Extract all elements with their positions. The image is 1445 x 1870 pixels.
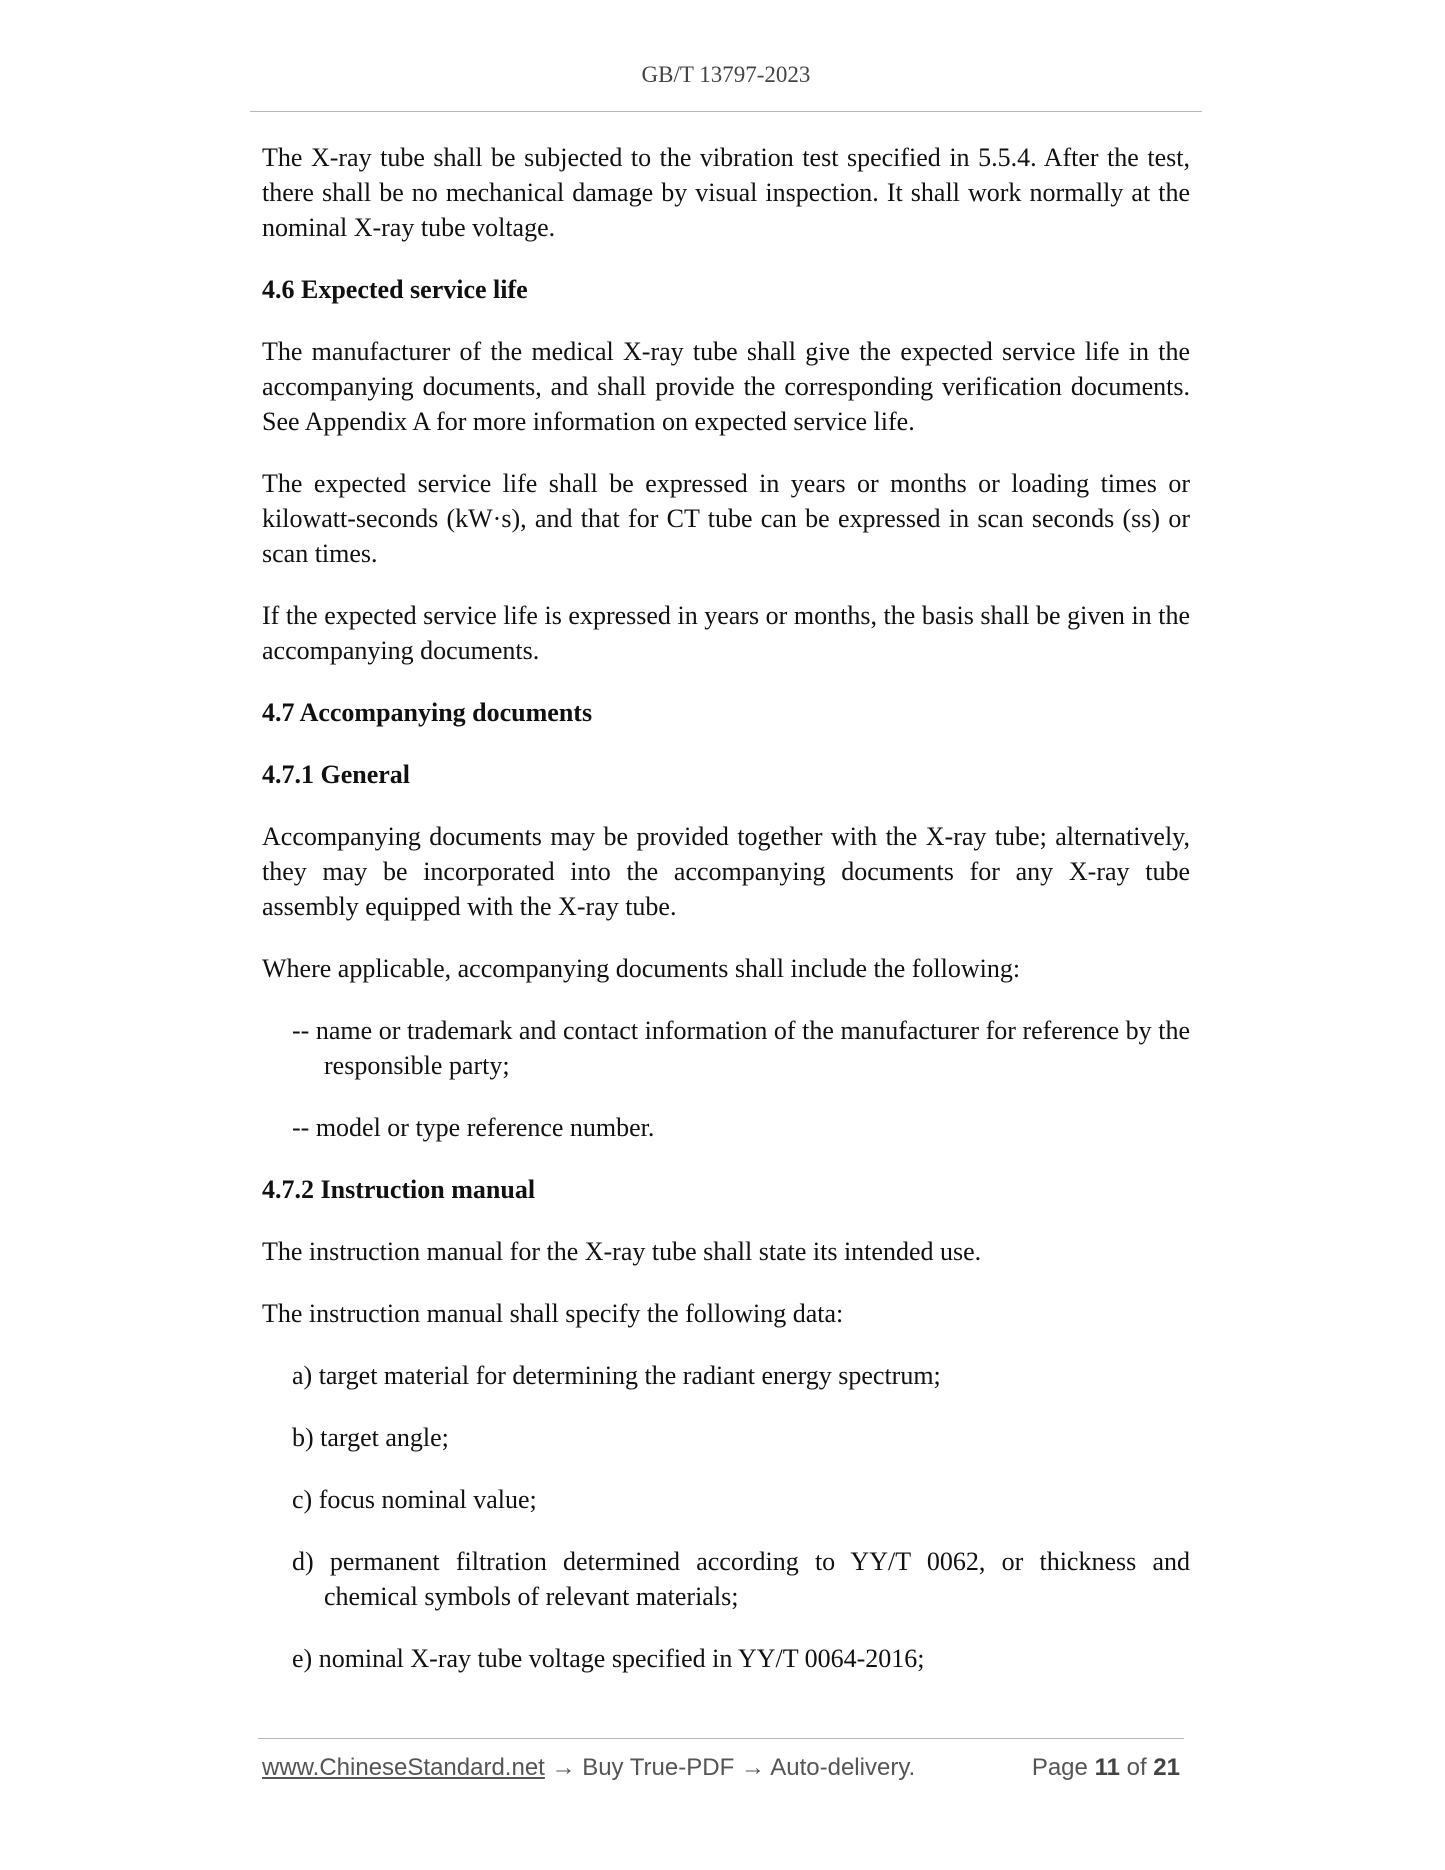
- page-label: Page: [1031, 1754, 1088, 1781]
- list-item: e) nominal X-ray tube voltage specified in YY/T 0064-2016;: [292, 1644, 925, 1673]
- dash-list-item: -- name or trademark and contact information of the manufacturer for reference by the responsible party;: [292, 1016, 1190, 1080]
- dash-list-item: -- model or type reference number.: [292, 1113, 655, 1142]
- header-divider: [250, 111, 1202, 112]
- of-label: of: [1126, 1754, 1147, 1781]
- paragraph: Where applicable, accompanying documents shall include the following:: [262, 954, 1021, 983]
- section-heading-4-6: 4.6 Expected service life: [262, 275, 528, 304]
- list-item: a) target material for determining the radiant energy spectrum;: [292, 1361, 941, 1390]
- buy-true-pdf-link[interactable]: Buy True-PDF: [582, 1754, 735, 1781]
- paragraph: The instruction manual shall specify the following data:: [262, 1299, 844, 1328]
- paragraph: Accompanying documents may be provided together with the X-ray tube; alternatively, they may be incorporated into the accompanying documents for any X-ray tube assembly equipped with the X-ray tube.: [262, 822, 1190, 921]
- paragraph: The instruction manual for the X-ray tube shall state its intended use.: [262, 1237, 982, 1266]
- arrow-right-icon: →: [551, 1754, 576, 1781]
- page-total: 21: [1153, 1754, 1180, 1781]
- arrow-right-icon: →: [740, 1754, 765, 1781]
- page-header: GB/T 13797-2023: [641, 62, 811, 87]
- website-link[interactable]: www.ChineseStandard.net: [262, 1754, 545, 1781]
- paragraph: The expected service life shall be expressed in years or months or loading times or kilowatt-seconds (kW·s), and that for CT tube can be expressed in scan seconds (ss) or scan times.: [262, 469, 1190, 568]
- document-body: [262, 140, 1190, 1703]
- list-item: d) permanent filtration determined according to YY/T 0062, or thickness and chemical symbols of relevant materials;: [292, 1547, 1190, 1611]
- page-current: 11: [1094, 1754, 1120, 1781]
- paragraph: The manufacturer of the medical X-ray tube shall give the expected service life in the accompanying documents, and shall provide the corresponding verification documents. See Appendix A for more information on expected service life.: [262, 337, 1190, 436]
- list-item: c) focus nominal value;: [292, 1485, 537, 1514]
- list-item: b) target angle;: [292, 1423, 449, 1452]
- auto-delivery-text: Auto-delivery.: [770, 1754, 916, 1781]
- paragraph: The X-ray tube shall be subjected to the vibration test specified in 5.5.4. After the test, there shall be no mechanical damage by visual inspection. It shall work normally at the nominal X-ray tube voltage.: [262, 143, 1190, 242]
- page-number: [1032, 1754, 1180, 1782]
- footer-divider: [258, 1738, 1184, 1739]
- page-footer: [262, 1754, 1180, 1782]
- section-heading-4-7: 4.7 Accompanying documents: [262, 698, 593, 727]
- paragraph: If the expected service life is expressed in years or months, the basis shall be given in the accompanying documents.: [262, 601, 1190, 665]
- section-heading-4-7-1: 4.7.1 General: [262, 760, 411, 789]
- section-heading-4-7-2: 4.7.2 Instruction manual: [262, 1175, 536, 1204]
